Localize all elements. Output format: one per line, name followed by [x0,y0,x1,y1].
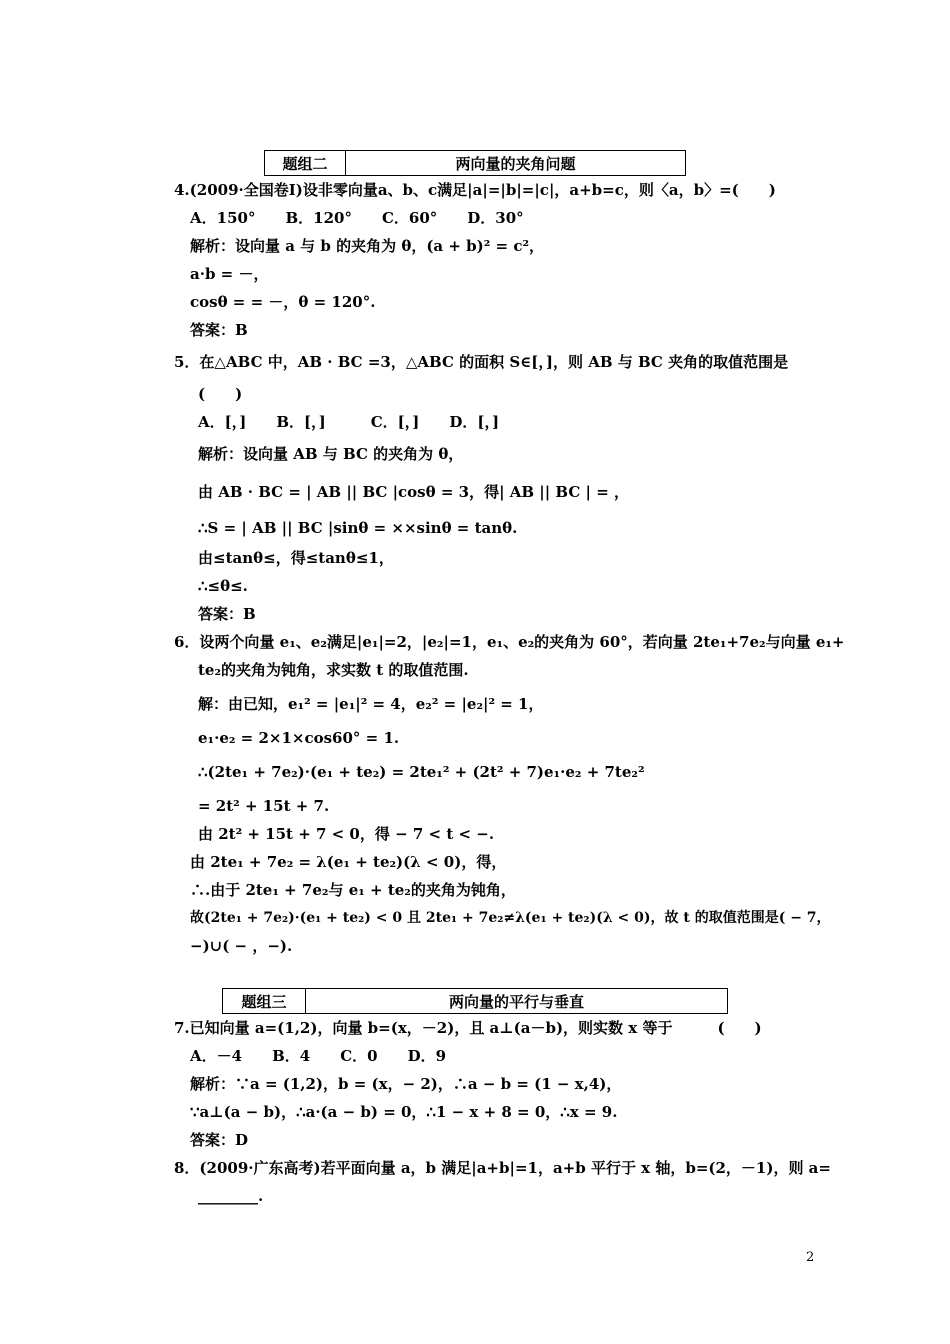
solution-line: ∴≤θ≤. [198,577,248,595]
problem-5-options: A．[，] B．[，] C．[，] D．[，] [198,413,500,431]
answer-line: 答案：B [198,605,256,623]
solution-line: e₁·e₂ = 2×1×cos60° = 1. [198,729,400,747]
section-label: 题组二 [265,151,346,175]
answer-line: 答案：D [190,1131,249,1149]
solution-line: 由 2t² + 15t + 7 < 0，得 − 7 < t < −. [198,825,495,843]
solution-line: a·b = －， [190,265,269,283]
solution-line: ∴S = | AB || BC |sinθ = ××sinθ = tanθ. [198,519,518,537]
problem-5-bracket: ( ) [198,385,243,403]
solution-line: −)∪( − ，−). [190,937,293,955]
solution-line: 解：由已知，e₁² = |e₁|² = 4，e₂² = |e₂|² = 1， [198,695,544,713]
solution-line: 故(2te₁ + 7e₂)·(e₁ + te₂) < 0 且 2te₁ + 7e₂≠λ(e₁ + te₂)(λ < 0)，故 t 的取值范围是( − 7， [190,910,831,926]
solution-line: 解析：∵a = (1,2)，b = (x，− 2)，∴a − b = (1 − x,4)， [190,1075,622,1093]
problem-7-question: 7.已知向量 a=(1,2)，向量 b=(x，－2)，且 a⊥(a－b)，则实数 x 等于 ( ) [174,1019,762,1037]
section-label: 题组三 [223,989,306,1013]
section-header-3 [222,988,728,1014]
problem-6-question: 6．设两个向量 e₁、e₂满足|e₁|=2，|e₂|=1，e₁、e₂的夹角为 60°，若向量 2te₁+7e₂与向量 e₁+ [174,633,845,651]
section-header-2 [264,150,686,176]
solution-line: ∴(2te₁ + 7e₂)·(e₁ + te₂) = 2te₁² + (2t² + 7)e₁·e₂ + 7te₂² [198,763,645,781]
solution-line: 由 2te₁ + 7e₂ = λ(e₁ + te₂)(λ < 0)，得， [190,853,507,871]
solution-line: = 2t² + 15t + 7. [198,797,330,815]
solution-line: 解析：设向量 a 与 b 的夹角为 θ，(a + b)² = c²， [190,237,545,255]
section-title: 两向量的平行与垂直 [448,992,584,1011]
problem-4-question: 4.(2009·全国卷Ⅰ)设非零向量a、b、c满足|a|=|b|=|c|，a+b=c，则〈a，b〉=( ) [174,181,776,199]
solution-line: 由≤tanθ≤，得≤tanθ≤1， [198,549,394,567]
problem-4-options: A．150° B．120° C．60° D．30° [190,209,524,227]
section-title: 两向量的夹角问题 [455,154,576,173]
problem-8-blank: ________. [198,1187,264,1205]
solution-line: 由 AB · BC = | AB || BC |cosθ = 3，得| AB || BC | = ， [198,483,630,501]
solution-line: 解析：设向量 AB 与 BC 的夹角为 θ， [198,445,464,463]
problem-5-question: 5．在△ABC 中，AB · BC =3，△ABC 的面积 S∈[，]，则 AB 与 BC 夹角的取值范围是 [174,353,789,371]
solution-line: cosθ = = －，θ = 120°. [190,293,376,311]
page-number: 2 [806,1250,815,1265]
problem-8-question: 8．(2009·广东高考)若平面向量 a，b 满足|a+b|=1，a+b 平行于 x 轴，b=(2，－1)，则 a= [174,1159,831,1177]
solution-line: ∴.由于 2te₁ + 7e₂与 e₁ + te₂的夹角为钝角， [190,881,516,899]
solution-line: ∵a⊥(a − b)，∴a·(a − b) = 0，∴1 − x + 8 = 0，∴x = 9. [190,1103,618,1121]
problem-7-options: A．－4 B．4 C．0 D．9 [190,1047,447,1065]
problem-6-question-cont: te₂的夹角为钝角，求实数 t 的取值范围. [198,661,469,679]
answer-line: 答案：B [190,321,248,339]
